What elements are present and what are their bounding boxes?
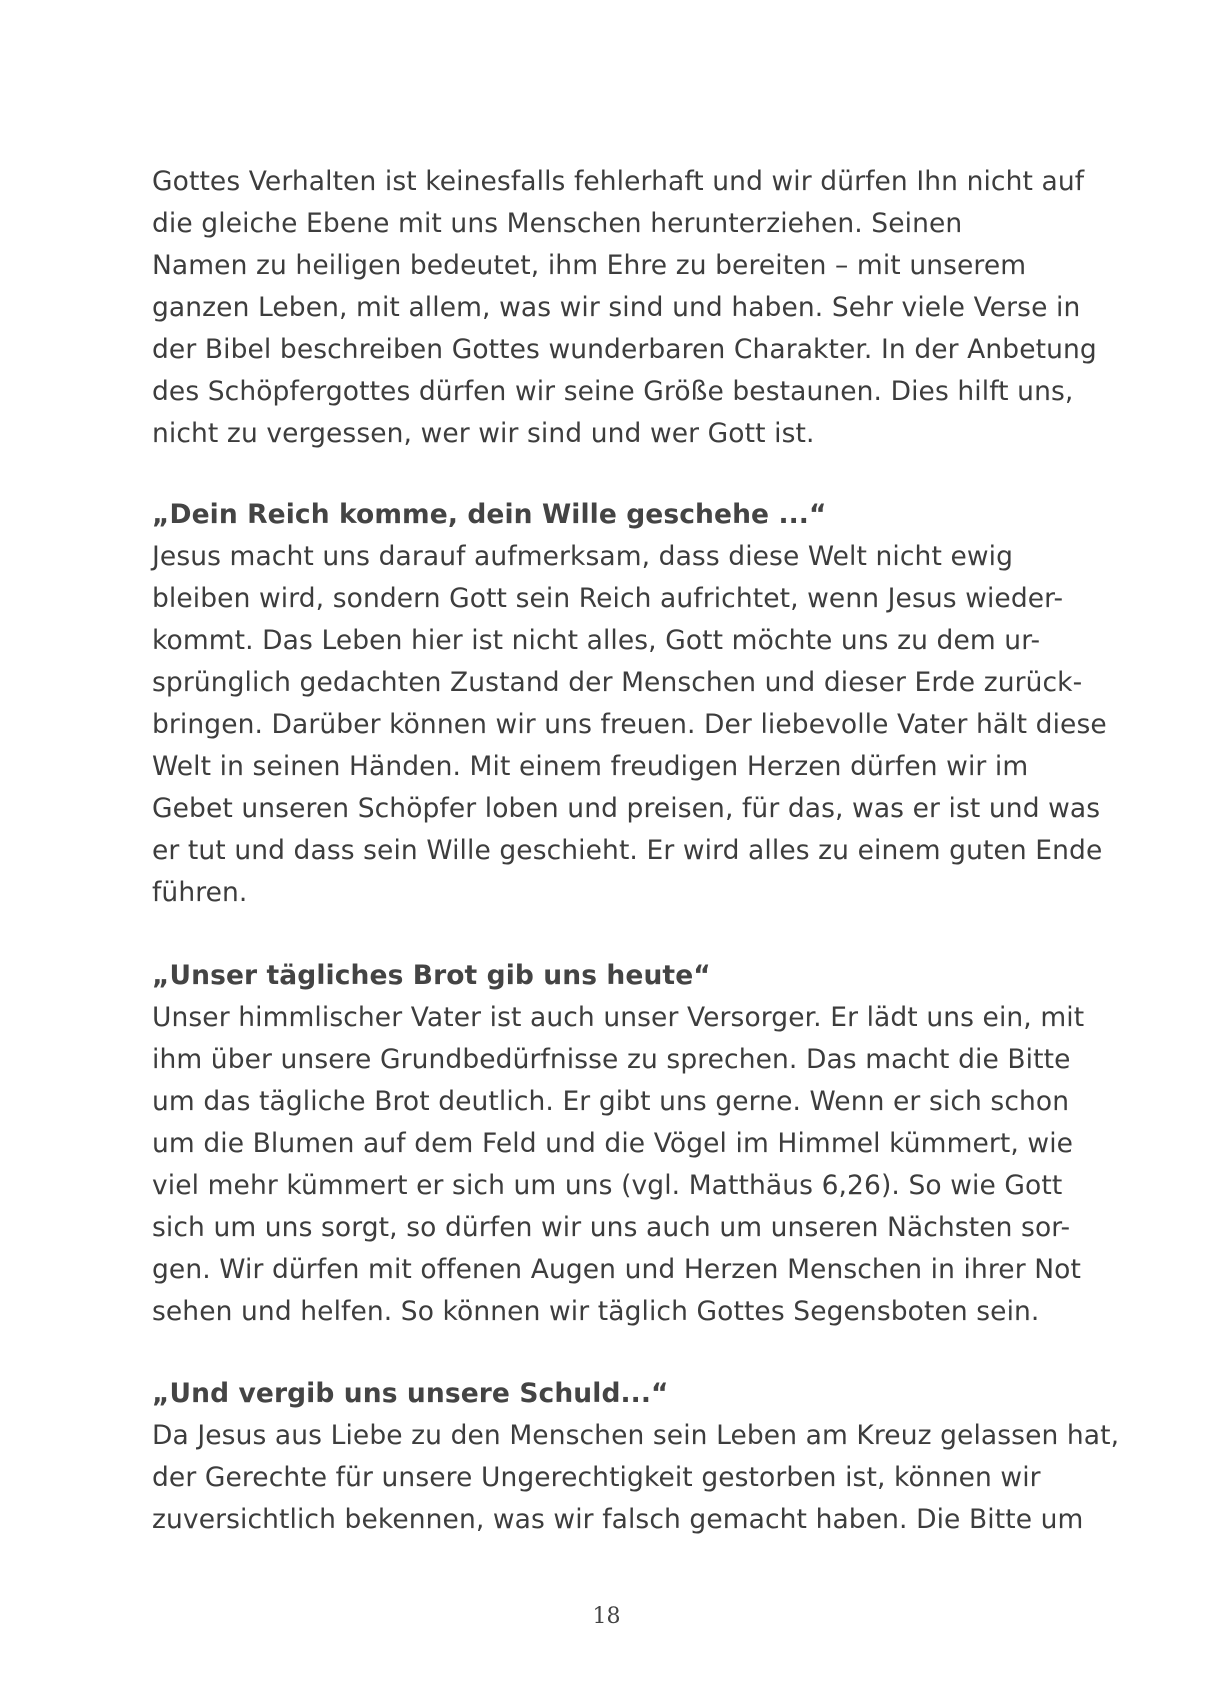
text-line: Unser himmlischer Vater ist auch unser Versorger. Er lädt uns ein, mit xyxy=(152,1002,1085,1033)
text-line: der Gerechte für unsere Ungerechtigkeit gestorben ist, können wir xyxy=(152,1462,1041,1493)
text-line: Welt in seinen Händen. Mit einem freudigen Herzen dürfen wir im xyxy=(152,751,1029,782)
text-line: der Bibel beschreiben Gottes wunderbaren Charakter. In der Anbetung xyxy=(152,334,1097,365)
text-line: sprünglich gedachten Zustand der Menschen und dieser Erde zurück- xyxy=(152,667,1083,698)
section-dein-reich xyxy=(152,494,1107,914)
text-line: die gleiche Ebene mit uns Menschen herunterziehen. Seinen xyxy=(152,208,963,239)
text-line: er tut und dass sein Wille geschieht. Er wird alles zu einem guten Ende xyxy=(152,835,1103,866)
text-line: des Schöpfergottes dürfen wir seine Größe bestaunen. Dies hilft uns, xyxy=(152,376,1074,407)
text-line: ihm über unsere Grundbedürfnisse zu sprechen. Das macht die Bitte xyxy=(152,1044,1071,1075)
text-line: kommt. Das Leben hier ist nicht alles, Gott möchte uns zu dem ur- xyxy=(152,625,1041,656)
page-number: 18 xyxy=(592,1604,621,1629)
text-line: viel mehr kümmert er sich um uns (vgl. Matthäus 6,26). So wie Gott xyxy=(152,1170,1063,1201)
text-line: ganzen Leben, mit allem, was wir sind und haben. Sehr viele Verse in xyxy=(152,292,1081,323)
text-line: gen. Wir dürfen mit offenen Augen und Herzen Menschen in ihrer Not xyxy=(152,1254,1081,1285)
text-line: bleiben wird, sondern Gott sein Reich aufrichtet, wenn Jesus wieder- xyxy=(152,583,1064,614)
text-line: führen. xyxy=(152,877,248,908)
section-heading: „Unser tägliches Brot gib uns heute“ xyxy=(152,960,711,991)
text-line: zuversichtlich bekennen, was wir falsch gemacht haben. Die Bitte um xyxy=(152,1504,1084,1535)
text-line: Gebet unseren Schöpfer loben und preisen, für das, was er ist und was xyxy=(152,793,1101,824)
section-taegliches-brot xyxy=(152,955,1085,1333)
text-line: bringen. Darüber können wir uns freuen. Der liebevolle Vater hält diese xyxy=(152,709,1107,740)
text-line: Namen zu heiligen bedeutet, ihm Ehre zu bereiten – mit unserem xyxy=(152,250,1027,281)
text-line: Gottes Verhalten ist keinesfalls fehlerhaft und wir dürfen Ihn nicht auf xyxy=(152,166,1085,197)
text-line: nicht zu vergessen, wer wir sind und wer Gott ist. xyxy=(152,418,815,449)
section-vergib-schuld xyxy=(152,1373,1120,1541)
text-line: um die Blumen auf dem Feld und die Vögel im Himmel kümmert, wie xyxy=(152,1128,1074,1159)
text-line: sich um uns sorgt, so dürfen wir uns auch um unseren Nächsten sor- xyxy=(152,1212,1071,1243)
section-heading: „Dein Reich komme, dein Wille geschehe ...“ xyxy=(152,499,827,530)
paragraph-intro xyxy=(152,161,1097,455)
text-line: Da Jesus aus Liebe zu den Menschen sein Leben am Kreuz gelassen hat, xyxy=(152,1420,1120,1451)
text-line: um das tägliche Brot deutlich. Er gibt uns gerne. Wenn er sich schon xyxy=(152,1086,1070,1117)
text-line: Jesus macht uns darauf aufmerksam, dass diese Welt nicht ewig xyxy=(152,541,1014,572)
text-line: sehen und helfen. So können wir täglich Gottes Segensboten sein. xyxy=(152,1296,1040,1327)
section-heading: „Und vergib uns unsere Schuld...“ xyxy=(152,1378,669,1409)
